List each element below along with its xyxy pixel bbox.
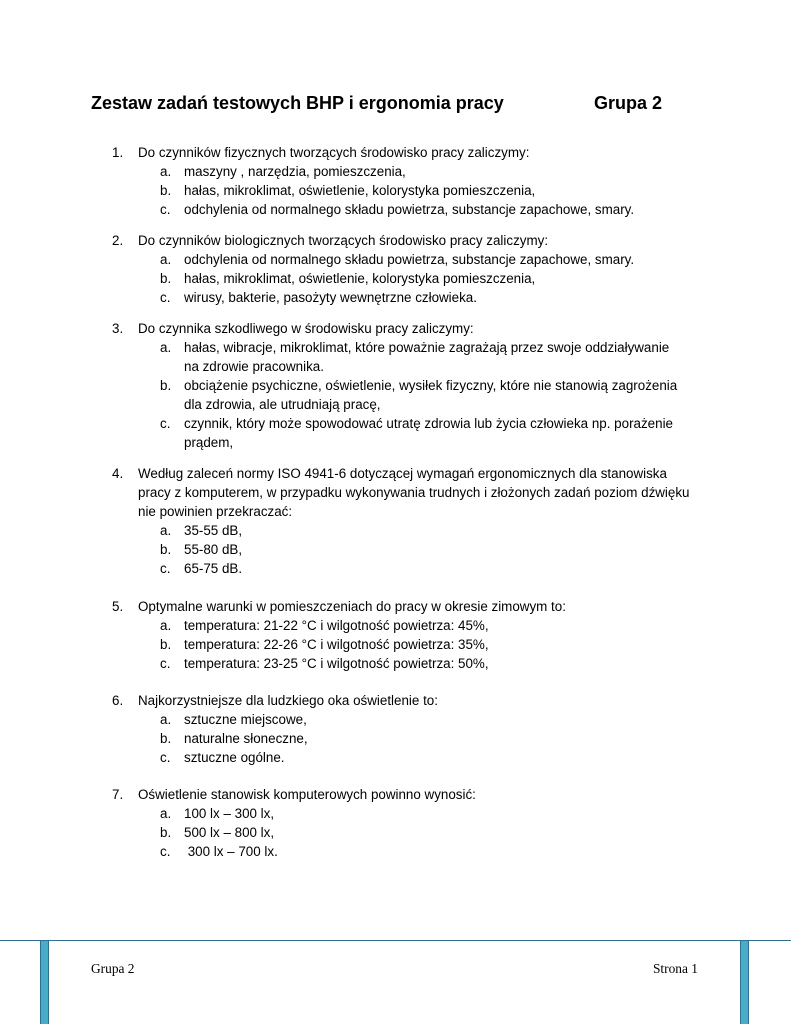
question-number: 4. <box>112 466 124 481</box>
option-item <box>112 269 712 288</box>
option-item <box>112 521 712 540</box>
option-list <box>112 338 712 452</box>
option-list <box>112 616 712 673</box>
option-text: temperatura: 21-22 °C i wilgotność powietrza: 45%, <box>184 618 489 633</box>
footer-group-label: Grupa 2 <box>91 961 135 976</box>
option-text: odchylenia od normalnego składu powietrza, substancje zapachowe, smary. <box>184 202 635 217</box>
option-item <box>112 842 712 861</box>
question-text: Optymalne warunki w pomieszczeniach do pracy w okresie zimowym to: <box>138 599 566 614</box>
question-text: Do czynnika szkodliwego w środowisku pracy zaliczymy: <box>138 321 474 336</box>
question-number: 2. <box>112 233 124 248</box>
option-letter: c. <box>160 290 171 305</box>
option-letter: b. <box>160 542 172 557</box>
option-item <box>112 540 712 559</box>
option-text: maszyny , narzędzia, pomieszczenia, <box>184 164 406 179</box>
footer-page-number: Strona 1 <box>652 961 698 976</box>
option-text: 300 lx – 700 lx. <box>184 844 278 859</box>
footer-accent-bar-right <box>740 941 749 1024</box>
question-text: Oświetlenie stanowisk komputerowych powinno wynosić: <box>138 787 476 802</box>
option-item <box>112 748 712 767</box>
footer-accent-bar-left <box>40 941 49 1024</box>
option-letter: b. <box>160 731 172 746</box>
option-item <box>112 414 684 452</box>
question-1 <box>112 143 712 219</box>
option-item <box>112 559 712 578</box>
question-7 <box>112 785 712 861</box>
option-item <box>112 729 712 748</box>
option-text: obciążenie psychiczne, oświetlenie, wysiłek fizyczny, które nie stanowią zagrożenia dla zdrowia, ale utrudniają pracę, <box>184 378 678 412</box>
option-item <box>112 250 712 269</box>
option-item <box>112 376 684 414</box>
option-letter: c. <box>160 656 171 671</box>
option-letter: c. <box>160 844 171 859</box>
option-item <box>112 654 712 673</box>
option-letter: b. <box>160 183 172 198</box>
option-item <box>112 823 712 842</box>
page-title: Zestaw zadań testowych BHP i ergonomia pracy <box>91 93 504 113</box>
option-letter: b. <box>160 637 172 652</box>
option-text: 55-80 dB, <box>184 542 243 557</box>
option-text: odchylenia od normalnego składu powietrza, substancje zapachowe, smary. <box>184 252 635 267</box>
option-letter: a. <box>160 618 172 633</box>
option-text: temperatura: 22-26 °C i wilgotność powietrza: 35%, <box>184 637 489 652</box>
option-list <box>112 521 712 578</box>
option-text: sztuczne miejscowe, <box>184 712 307 727</box>
option-letter: a. <box>160 164 172 179</box>
option-letter: b. <box>160 378 172 393</box>
option-item <box>112 804 712 823</box>
option-item <box>112 338 684 376</box>
page-header <box>91 93 666 119</box>
option-list <box>112 710 712 767</box>
option-letter: a. <box>160 252 172 267</box>
question-3 <box>112 319 712 452</box>
option-text: sztuczne ogólne. <box>184 750 285 765</box>
option-text: temperatura: 23-25 °C i wilgotność powietrza: 50%, <box>184 656 489 671</box>
question-4 <box>112 464 712 578</box>
option-letter: a. <box>160 712 172 727</box>
option-letter: a. <box>160 523 172 538</box>
option-item <box>112 616 712 635</box>
option-letter: b. <box>160 825 172 840</box>
question-2 <box>112 231 712 307</box>
option-item <box>112 162 712 181</box>
option-list <box>112 162 712 219</box>
option-item <box>112 635 712 654</box>
option-text: hałas, mikroklimat, oświetlenie, kolorystyka pomieszczenia, <box>184 271 536 286</box>
option-text: wirusy, bakterie, pasożyty wewnętrzne człowieka. <box>184 290 477 305</box>
question-number: 7. <box>112 787 124 802</box>
option-item <box>112 181 712 200</box>
option-text: czynnik, który może spowodować utratę zdrowia lub życia człowieka np. porażenie prądem, <box>184 416 673 450</box>
option-letter: a. <box>160 806 172 821</box>
option-text: 500 lx – 800 lx, <box>184 825 275 840</box>
question-number: 6. <box>112 693 124 708</box>
option-text: 35-55 dB, <box>184 523 243 538</box>
question-number: 5. <box>112 599 124 614</box>
question-text: Według zaleceń normy ISO 4941-6 dotyczącej wymagań ergonomicznych dla stanowiska pracy z komputerem, w przypadku wykonywania trudnych i złożonych zadań poziom dźwięku nie powinien przekraczać: <box>138 466 690 519</box>
option-letter: b. <box>160 271 172 286</box>
option-text: hałas, mikroklimat, oświetlenie, kolorystyka pomieszczenia, <box>184 183 536 198</box>
option-letter: c. <box>160 202 171 217</box>
option-item <box>112 710 712 729</box>
question-number: 1. <box>112 145 124 160</box>
option-letter: c. <box>160 416 171 431</box>
question-5 <box>112 597 712 673</box>
option-letter: a. <box>160 340 172 355</box>
option-text: hałas, wibracje, mikroklimat, które poważnie zagrażają przez swoje oddziaływanie na zdrowie pracownika. <box>184 340 670 374</box>
group-label: Grupa 2 <box>593 93 662 113</box>
question-6 <box>112 691 712 767</box>
option-text: 65-75 dB. <box>184 561 243 576</box>
option-letter: c. <box>160 561 171 576</box>
question-text: Do czynników fizycznych tworzących środowisko pracy zaliczymy: <box>138 145 530 160</box>
option-item <box>112 200 712 219</box>
option-letter: c. <box>160 750 171 765</box>
option-list <box>112 250 712 307</box>
option-text: 100 lx – 300 lx, <box>184 806 275 821</box>
option-item <box>112 288 712 307</box>
footer-divider <box>0 940 791 941</box>
question-text: Do czynników biologicznych tworzących środowisko pracy zaliczymy: <box>138 233 549 248</box>
option-list <box>112 804 712 861</box>
question-text: Najkorzystniejsze dla ludzkiego oka oświetlenie to: <box>138 693 438 708</box>
question-number: 3. <box>112 321 124 336</box>
option-text: naturalne słoneczne, <box>184 731 308 746</box>
